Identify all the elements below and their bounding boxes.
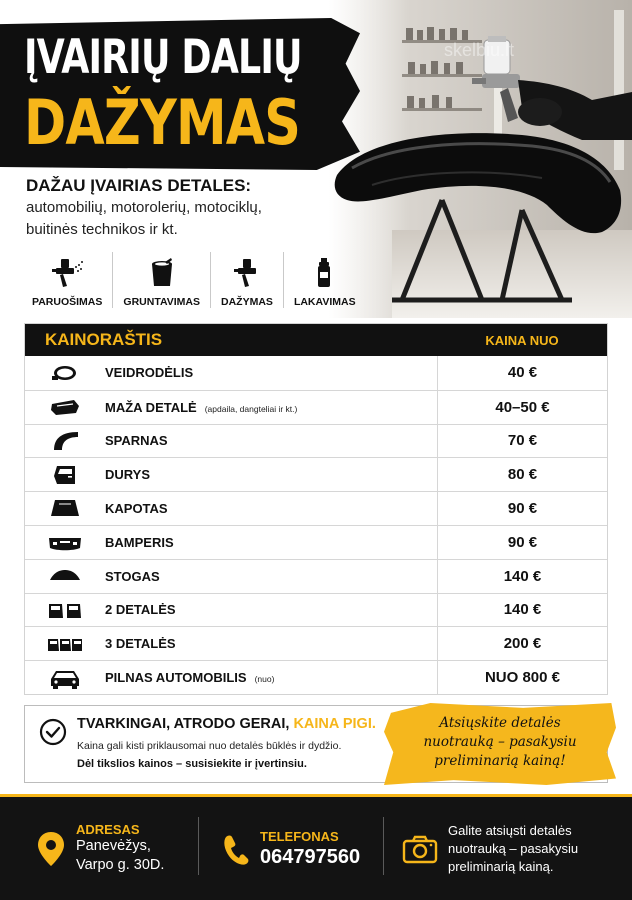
- part-price: 70 €: [437, 425, 607, 458]
- part-name: 3 DETALĖS: [105, 636, 176, 652]
- location-pin-icon: [36, 831, 66, 867]
- bumper-icon: [48, 531, 82, 553]
- footer-divider: [383, 817, 384, 875]
- row-part-name: [105, 602, 437, 617]
- row-part-name: [105, 467, 437, 482]
- price-row: [25, 390, 607, 424]
- part-price: 80 €: [437, 458, 607, 491]
- row-part-name: [105, 433, 437, 448]
- info-contact-note: Dėl tikslios kainos – susisiekite ir įvertinsiu.: [77, 758, 307, 770]
- row-part-name: [105, 365, 437, 380]
- row-part-name: [105, 670, 437, 685]
- row-icon-cell: [25, 531, 105, 553]
- three-parts-icon: [48, 633, 82, 655]
- row-icon-cell: [25, 498, 105, 520]
- part-name: PILNAS AUTOMOBILIS: [105, 670, 247, 686]
- part-name: KAPOTAS: [105, 501, 168, 517]
- address-line1: Panevėžys,: [76, 838, 151, 854]
- subtitle: [26, 176, 356, 240]
- roof-icon: [48, 565, 82, 587]
- part-name: STOGAS: [105, 568, 160, 584]
- part-name: MAŽA DETALĖ: [105, 399, 197, 415]
- part-name: BAMPERIS: [105, 534, 174, 550]
- part-price: 90 €: [437, 526, 607, 559]
- part-price: 140 €: [437, 560, 607, 593]
- two-parts-icon: [48, 599, 82, 621]
- part-note: (apdaila, dangteliai ir kt.): [204, 403, 298, 414]
- price-row: [25, 525, 607, 559]
- footer-address: [36, 797, 164, 900]
- part-price: 90 €: [437, 492, 607, 525]
- price-row: [25, 457, 607, 491]
- spray-can-icon: [308, 258, 342, 288]
- info-headline: [77, 716, 376, 732]
- step-label: GRUNTAVIMAS: [123, 296, 201, 308]
- part-price: 200 €: [437, 627, 607, 660]
- step-preparation: [22, 252, 113, 308]
- photo-note-line1: Galite atsiųsti detalės: [448, 822, 572, 838]
- row-icon-cell: [25, 667, 105, 689]
- callout-line3: preliminarią kainą!: [434, 753, 566, 769]
- paint-bucket-icon: [145, 258, 179, 288]
- row-icon-cell: [25, 362, 105, 384]
- photo-note-line3: preliminarią kainą.: [448, 858, 554, 874]
- price-row: [25, 660, 607, 694]
- price-row: [25, 491, 607, 525]
- part-name: DURYS: [105, 467, 151, 483]
- info-headline-highlight: KAINA PIGI.: [293, 716, 376, 732]
- footer-photo-note: [402, 797, 578, 900]
- photo-callout: [384, 714, 616, 771]
- check-circle-icon: [39, 718, 67, 746]
- small-part-icon: [48, 396, 82, 418]
- price-table-title: KAINORAŠTIS: [45, 330, 163, 349]
- page-title-line1: ĮVAIRIŲ DALIŲ: [24, 30, 302, 85]
- price-row: [25, 424, 607, 458]
- price-table: [24, 323, 608, 695]
- phone-icon: [220, 831, 250, 867]
- car-icon: [48, 667, 82, 689]
- process-steps: [22, 252, 366, 308]
- price-row: [25, 593, 607, 627]
- footer-divider: [198, 817, 199, 875]
- price-row: [25, 559, 607, 593]
- hero-banner: [0, 0, 632, 318]
- door-icon: [48, 464, 82, 486]
- page-title-line2: DAŽYMAS: [24, 86, 301, 159]
- row-icon-cell: [25, 430, 105, 452]
- step-lacquering: [284, 252, 366, 308]
- row-icon-cell: [25, 599, 105, 621]
- part-price: 40 €: [437, 356, 607, 390]
- footer-phone: [220, 797, 360, 900]
- info-disclaimer: Kaina gali kisti priklausomai nuo detalės būklės ir dydžio.: [77, 740, 342, 752]
- photo-note-line2: nuotrauką – pasakysiu: [448, 840, 579, 856]
- part-name: SPARNAS: [105, 433, 168, 449]
- callout-line1: Atsiųskite detalės: [439, 715, 561, 731]
- phone-label: TELEFONAS: [260, 828, 339, 844]
- part-name: VEIDRODĖLIS: [105, 365, 194, 381]
- part-price: 140 €: [437, 594, 607, 627]
- footer: [0, 794, 632, 900]
- price-row: [25, 356, 607, 390]
- price-column-header: KAINA NUO: [485, 332, 559, 348]
- row-icon-cell: [25, 396, 105, 418]
- part-price: 40–50 €: [437, 391, 607, 424]
- address-label: ADRESAS: [76, 822, 140, 837]
- fender-icon: [48, 430, 82, 452]
- callout-line2: nuotrauką – pasakysiu: [423, 734, 577, 750]
- watermark: skelbiu.lt: [444, 40, 515, 60]
- price-table-header: [25, 324, 607, 356]
- row-part-name: [105, 400, 437, 415]
- part-name: 2 DETALĖS: [105, 602, 176, 618]
- row-icon-cell: [25, 633, 105, 655]
- price-row: [25, 626, 607, 660]
- spray-gun-icon: [230, 258, 264, 288]
- part-note: (nuo): [254, 674, 275, 685]
- row-part-name: [105, 535, 437, 550]
- part-price: NUO 800 €: [437, 661, 607, 694]
- step-label: LAKAVIMAS: [293, 296, 356, 308]
- row-icon-cell: [25, 565, 105, 587]
- spray-gun-icon: [50, 258, 84, 288]
- row-icon-cell: [25, 464, 105, 486]
- step-painting: [211, 252, 284, 308]
- phone-number[interactable]: 064797560: [260, 845, 361, 868]
- step-priming: [113, 252, 211, 308]
- address-line2: Varpo g. 30D.: [76, 857, 165, 873]
- hood-icon: [48, 498, 82, 520]
- mirror-icon: [48, 362, 82, 384]
- row-part-name: [105, 501, 437, 516]
- row-part-name: [105, 636, 437, 651]
- step-label: DAŽYMAS: [221, 296, 273, 308]
- subtitle-heading: DAŽAU ĮVAIRIAS DETALES:: [26, 176, 252, 195]
- subtitle-line1: automobilių, motorolerių, motociklų,: [26, 199, 262, 216]
- camera-icon: [402, 831, 438, 867]
- step-label: PARUOŠIMAS: [32, 296, 103, 308]
- painting-photo: [332, 0, 632, 318]
- subtitle-line2: buitinės technikos ir kt.: [26, 221, 178, 238]
- row-part-name: [105, 569, 437, 584]
- info-headline-text: TVARKINGAI, ATRODO GERAI,: [77, 716, 294, 732]
